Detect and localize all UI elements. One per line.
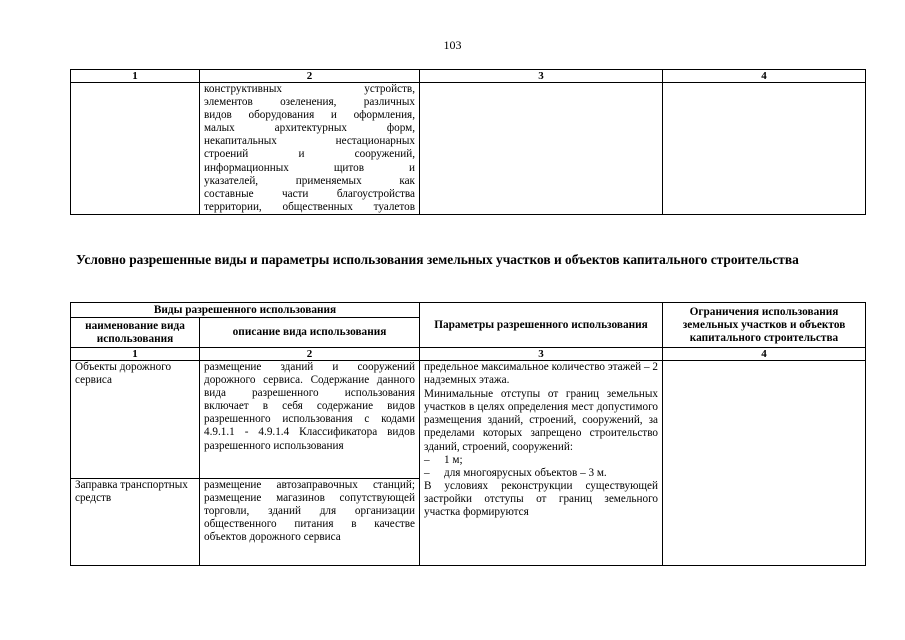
table-cell — [420, 83, 663, 215]
table-row — [71, 361, 866, 479]
restrictions-cell — [663, 361, 866, 566]
column-number: 2 — [200, 70, 420, 83]
text-line: малых архитектурных форм, — [204, 122, 415, 135]
use-description: размещение зданий и сооружений дорожного сервиса. Содержание данного вида разрешенного использования включает в себя содержание видов разрешенного использования с кодами 4.9.1.1 - 4.9.1.4 Классификатора видов разрешенного использования — [204, 361, 415, 452]
land-use-table — [70, 302, 866, 566]
table-cell — [663, 83, 866, 215]
use-name-cell: Заправка транспортных средств — [71, 479, 200, 566]
text-line: некапитальных нестационарных — [204, 135, 415, 148]
column-number: 3 — [420, 70, 663, 83]
column-number: 1 — [71, 70, 200, 83]
use-description: размещение автозаправочных станций; размещение магазинов сопутствующей торговли, зданий для организации общественного питания в качестве объектов дорожного сервиса — [204, 479, 415, 544]
section-heading: Условно разрешенные виды и параметры использования земельных участков и объектов капитального строительства — [76, 252, 799, 267]
text-line: элементов озеленения, различных — [204, 96, 415, 109]
list-item-text: для многоярусных объектов – 3 м. — [444, 466, 607, 479]
page-number: 103 — [443, 38, 462, 52]
table-cell — [71, 83, 200, 215]
use-description-cell — [200, 361, 420, 479]
parameter-text: В условиях реконструкции существующей застройки отступы от границ земельного участка формируются — [424, 479, 658, 519]
continuation-table — [70, 69, 866, 215]
group-header: Виды разрешенного использования — [71, 303, 420, 318]
text-line: информационных щитов и — [204, 161, 415, 174]
list-item — [424, 454, 658, 467]
name-header: наименование вида использования — [71, 318, 200, 348]
text-line: указателей, применяемых как — [204, 174, 415, 187]
column-number: 3 — [420, 348, 663, 361]
parameters-cell — [420, 361, 663, 566]
column-number-row — [71, 348, 866, 361]
restrictions-header: Ограничения использования земельных участков и объектов капитального строительства — [663, 303, 866, 348]
list-item-text: 1 м; — [444, 453, 463, 466]
use-description-cell — [200, 479, 420, 566]
table-row — [71, 83, 866, 215]
column-number: 4 — [663, 348, 866, 361]
parameter-text: Минимальные отступы от границ земельных участков в целях определения мест допустимого размещения зданий, строений, сооружений, за пределами которых запрещено строительство зданий, строений, сооружений: — [424, 388, 658, 453]
list-item — [424, 467, 658, 480]
text-line: конструктивных устройств, — [204, 83, 415, 95]
parameters-header: Параметры разрешенного использования — [420, 303, 663, 348]
text-line: видов оборудования и оформления, — [204, 109, 415, 122]
text-line: строений и сооружений, — [204, 148, 415, 161]
description-cell — [200, 83, 420, 215]
use-name-cell: Объекты дорожного сервиса — [71, 361, 200, 479]
text-line: составные части благоустройства — [204, 187, 415, 200]
column-number: 2 — [200, 348, 420, 361]
dash-bullet: – — [424, 466, 430, 479]
column-number: 4 — [663, 70, 866, 83]
description-header: описание вида использования — [200, 318, 420, 348]
column-number-row — [71, 70, 866, 83]
text-line: территории, общественных туалетов — [204, 200, 415, 213]
dash-bullet: – — [424, 453, 430, 466]
parameter-text: предельное максимальное количество этажей – 2 надземных этажа. — [424, 361, 658, 387]
header-row — [71, 303, 866, 318]
column-number: 1 — [71, 348, 200, 361]
